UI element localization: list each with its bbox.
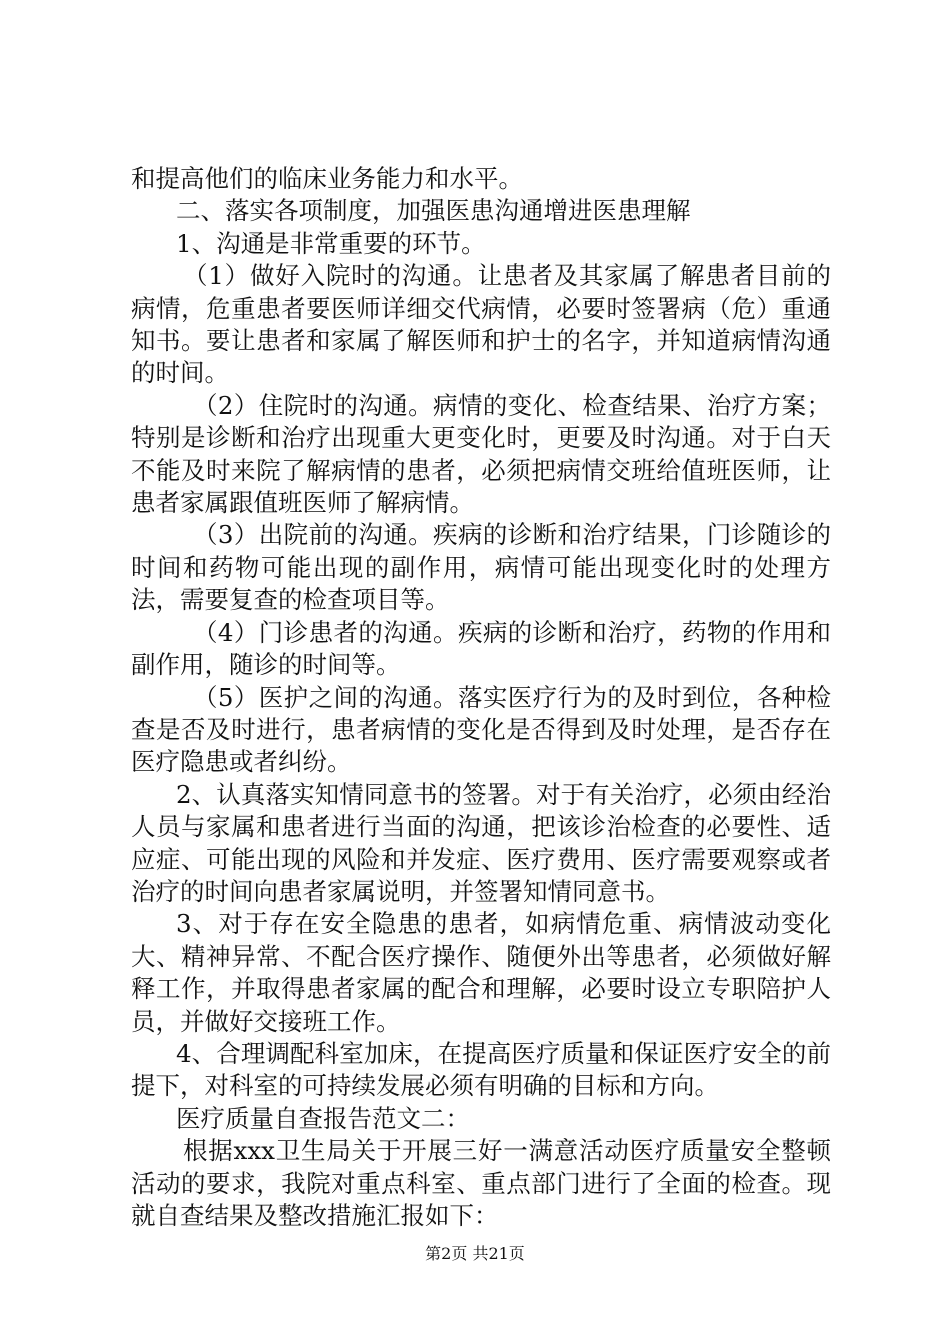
paragraph-sub-5: （5）医护之间的沟通。落实医疗行为的及时到位，各种检查是否及时进行，患者病情的变化是否得到及时处理，是否存在医疗隐患或者纠纷。 <box>131 682 831 777</box>
sample-heading-2: 医疗质量自查报告范文二： <box>176 1103 470 1133</box>
paragraph-sub-3: （3）出院前的沟通。疾病的诊断和治疗结果，门诊随诊的时间和药物可能出现的副作用，病情可能出现变化时的处理方法，需要复查的检查项目等。 <box>131 520 831 615</box>
paragraph-item-2: 2、认真落实知情同意书的签署。对于有关治疗，必须由经治人员与家属和患者进行当面的沟通，把该诊治检查的必要性、适应症、可能出现的风险和并发症、医疗费用、医疗需要观察或者治疗的时间向患者家属说明，并签署知情同意书。 <box>131 779 831 906</box>
paragraph-sub-4: （4）门诊患者的沟通。疾病的诊断和治疗，药物的作用和副作用，随诊的时间等。 <box>131 617 831 680</box>
page-number-footer: 第2页 共21页 <box>425 1244 525 1263</box>
paragraph-sub-2: （2）住院时的沟通。病情的变化、检查结果、治疗方案；特别是诊断和治疗出现重大更变化时，更要及时沟通。对于白天不能及时来院了解病情的患者，必须把病情交班给值班医师，让患者家属跟值班医师了解病情。 <box>131 390 831 518</box>
paragraph-intro: 根据xxx卫生局关于开展三好一满意活动医疗质量安全整顿活动的要求，我院对重点科室、重点部门进行了全面的检查。现就自查结果及整改措施汇报如下： <box>131 1136 831 1230</box>
paragraph-item-3: 3、对于存在安全隐患的患者，如病情危重、病情波动变化大、精神异常、不配合医疗操作、随便外出等患者，必须做好解释工作，并取得患者家属的配合和理解，必要时设立专职陪护人员，并做好交接班工作。 <box>131 909 831 1036</box>
paragraph-item-4: 4、合理调配科室加床，在提高医疗质量和保证医疗安全的前提下，对科室的可持续发展必须有明确的目标和方向。 <box>131 1038 831 1101</box>
paragraph-continuation: 和提高他们的临床业务能力和水平。 <box>131 164 523 193</box>
section-heading-2: 二、落实各项制度，加强医患沟通增进医患理解 <box>176 196 691 226</box>
paragraph-sub-1: （1）做好入院时的沟通。让患者及其家属了解患者目前的病情，危重患者要医师详细交代病情，必要时签署病（危）重通知书。要让患者和家属了解医师和护士的名字，并知道病情沟通的时间。 <box>131 261 831 388</box>
document-body <box>131 163 831 1232</box>
item-heading-1: 1、沟通是非常重要的环节。 <box>176 228 486 258</box>
